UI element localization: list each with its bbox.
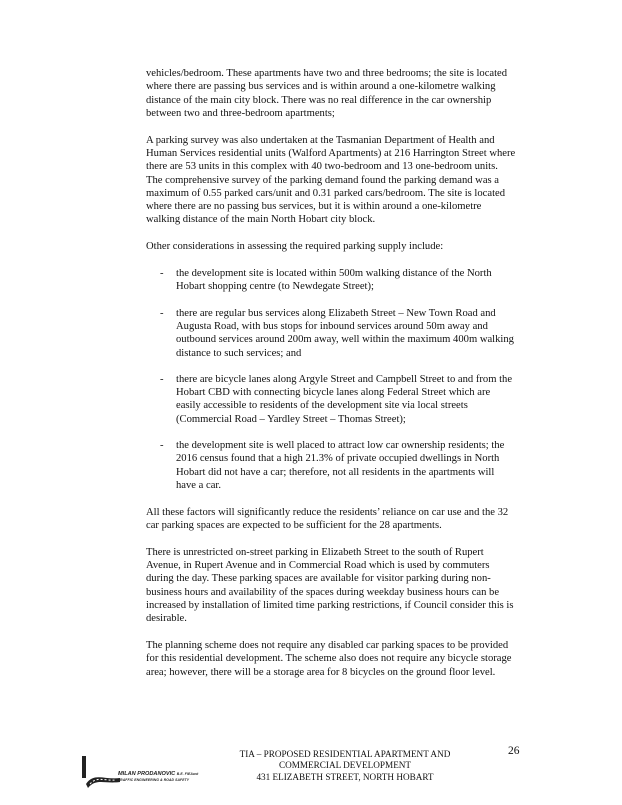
paragraph-walford-survey: A parking survey was also undertaken at the Tasmanian Department of Health and Human Services residential units (Walford Apartments) at 216 Harrington Street where there are 53 units in this complex with 40 two-bedroom and 13 one-bedroom units. The comprehensive survey of the parking demand found the parking demand was a maximum of 0.55 parked cars/unit and 0.31 parked cars/bedroom. The site is located where there are no passing bus services, but it is within around a one-kilometre walking distance of the main North Hobart city block. [146, 134, 516, 226]
bullet-dash: - [160, 307, 164, 319]
paragraph-other-considerations: Other considerations in assessing the required parking supply include: [146, 241, 444, 253]
list-item [146, 307, 516, 360]
paragraph-on-street-parking: There is unrestricted on-street parking in Elizabeth Street to the south of Rupert Avenue, in Rupert Avenue and in Commercial Road which is used by commuters during the day. These parking spaces are available for visitor parking during non-business hours and availability of the spaces during weekday business hours can be increased by installation of limited time parking restrictions, if Council consider this is desirable. [146, 546, 514, 625]
bullet-text: the development site is well placed to attract low car ownership residents; the 2016 census found that a high 21.3% of private occupied dwellings in North Hobart did not have a car; therefore, not all residents in the apartments will have a car. [176, 440, 505, 491]
paragraph-planning-scheme: The planning scheme does not require any disabled car parking spaces to be provided for this residential development. The scheme also does not require any bicycle storage area; however, there will be a storage area for 8 bicycles on the ground floor level. [146, 640, 512, 678]
logo-suffix: B.E. FIEAust [176, 772, 199, 776]
logo-text [118, 771, 198, 783]
bullet-dash: - [160, 373, 164, 385]
footer-line-2: COMMERCIAL DEVELOPMENT [278, 760, 412, 771]
page-footer [0, 746, 622, 796]
considerations-list [146, 267, 516, 492]
list-item [146, 267, 516, 294]
paragraph-walkable-apartments: vehicles/bedroom. These apartments have two and three bedrooms; the site is located where there are passing bus services and is within around a one-kilometre walking distance of the main city block. There was no real difference in the car ownership between two and three-bedroom apartments; [146, 68, 508, 119]
footer-line-1: TIA – PROPOSED RESIDENTIAL APARTMENT AND [239, 749, 451, 759]
bullet-text: the development site is located within 500m walking distance of the North Hobart shopping centre (to Newdegate Street); [176, 268, 492, 293]
footer-title [220, 749, 470, 783]
road-curve-icon [82, 754, 122, 790]
footer-line-3: 431 ELIZABETH STREET, NORTH HOBART [256, 771, 434, 782]
page-number: 26 [508, 745, 520, 757]
bullet-text: there are regular bus services along Elizabeth Street – New Town Road and Augusta Road, with bus stops for inbound services around 50m away and outbound services around 200m away, well within the maximum 400m walking distance to such services; and [176, 307, 514, 359]
list-item [146, 373, 516, 426]
logo-tagline: TRAFFIC ENGINEERING & ROAD SAFETY [118, 778, 190, 782]
company-logo [82, 754, 199, 790]
paragraph-factors-summary: All these factors will significantly reduce the residents’ reliance on car use and the 32 car parking spaces are expected to be sufficient for the 28 apartments. [146, 506, 509, 532]
logo-name: MILAN PRODANOVIC [118, 771, 176, 777]
page-body [146, 67, 516, 692]
bullet-dash: - [160, 268, 164, 280]
bullet-text: there are bicycle lanes along Argyle Street and Campbell Street to and from the Hobart CBD with connecting bicycle lanes along Federal Street which are easily accessible to residents of the development site via local streets (Commercial Road – Yardley Street – Thomas Street); [176, 373, 513, 425]
bullet-dash: - [160, 440, 164, 452]
list-item [146, 439, 516, 492]
